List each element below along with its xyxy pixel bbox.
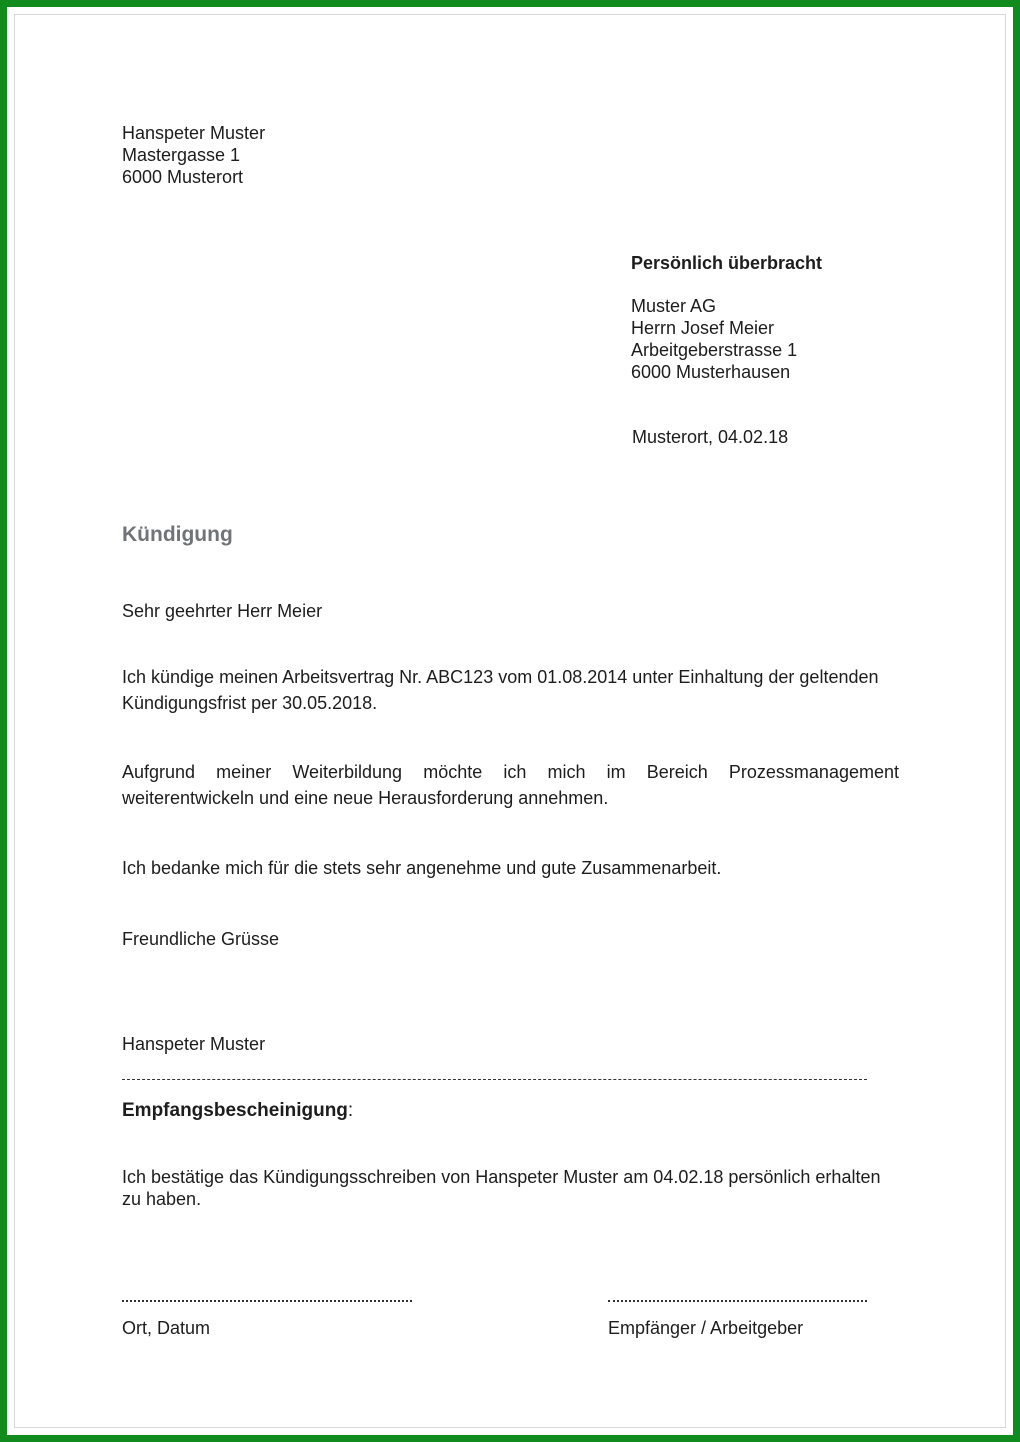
delivery-note: Persönlich überbracht bbox=[631, 253, 823, 273]
recipient-street: Arbeitgeberstrasse 1 bbox=[631, 340, 798, 360]
sender-name: Hanspeter Muster bbox=[122, 123, 266, 143]
recipient-company: Muster AG bbox=[631, 296, 717, 316]
place-date: Musterort, 04.02.18 bbox=[632, 427, 789, 447]
label-recipient-employer: Empfänger / Arbeitgeber bbox=[608, 1318, 804, 1338]
receipt-heading-colon: : bbox=[347, 1100, 354, 1121]
closing: Freundliche Grüsse bbox=[122, 929, 280, 949]
signature-line-right bbox=[608, 1300, 867, 1302]
receipt-heading-text: Empfangsbescheinigung bbox=[122, 1100, 348, 1121]
recipient-person: Herrn Josef Meier bbox=[631, 318, 775, 338]
label-place-date: Ort, Datum bbox=[122, 1318, 211, 1338]
signature-name: Hanspeter Muster bbox=[122, 1034, 266, 1054]
sender-street: Mastergasse 1 bbox=[122, 145, 241, 165]
salutation: Sehr geehrter Herr Meier bbox=[122, 601, 323, 621]
separator-line bbox=[122, 1079, 867, 1080]
paragraph-thanks: Ich bedanke mich für die stets sehr angenehme und gute Zusammenarbeit. bbox=[122, 858, 722, 878]
recipient-city: 6000 Musterhausen bbox=[631, 362, 791, 382]
subject-heading: Kündigung bbox=[122, 523, 233, 546]
sender-city: 6000 Musterort bbox=[122, 167, 244, 187]
signature-line-left bbox=[122, 1300, 412, 1302]
receipt-heading bbox=[122, 1099, 353, 1123]
receipt-text: Ich bestätige das Kündigungsschreiben von Hanspeter Muster am 04.02.18 persönlich erhalten zu haben. bbox=[122, 1167, 881, 1209]
paragraph-reason: Aufgrund meiner Weiterbildung möchte ich mich im Bereich Prozessmanagement weiterentwickeln und eine neue Herausforderung annehmen. bbox=[122, 762, 899, 808]
paragraph-termination: Ich kündige meinen Arbeitsvertrag Nr. ABC123 vom 01.08.2014 unter Einhaltung der geltenden Kündigungsfrist per 30.05.2018. bbox=[122, 667, 879, 713]
